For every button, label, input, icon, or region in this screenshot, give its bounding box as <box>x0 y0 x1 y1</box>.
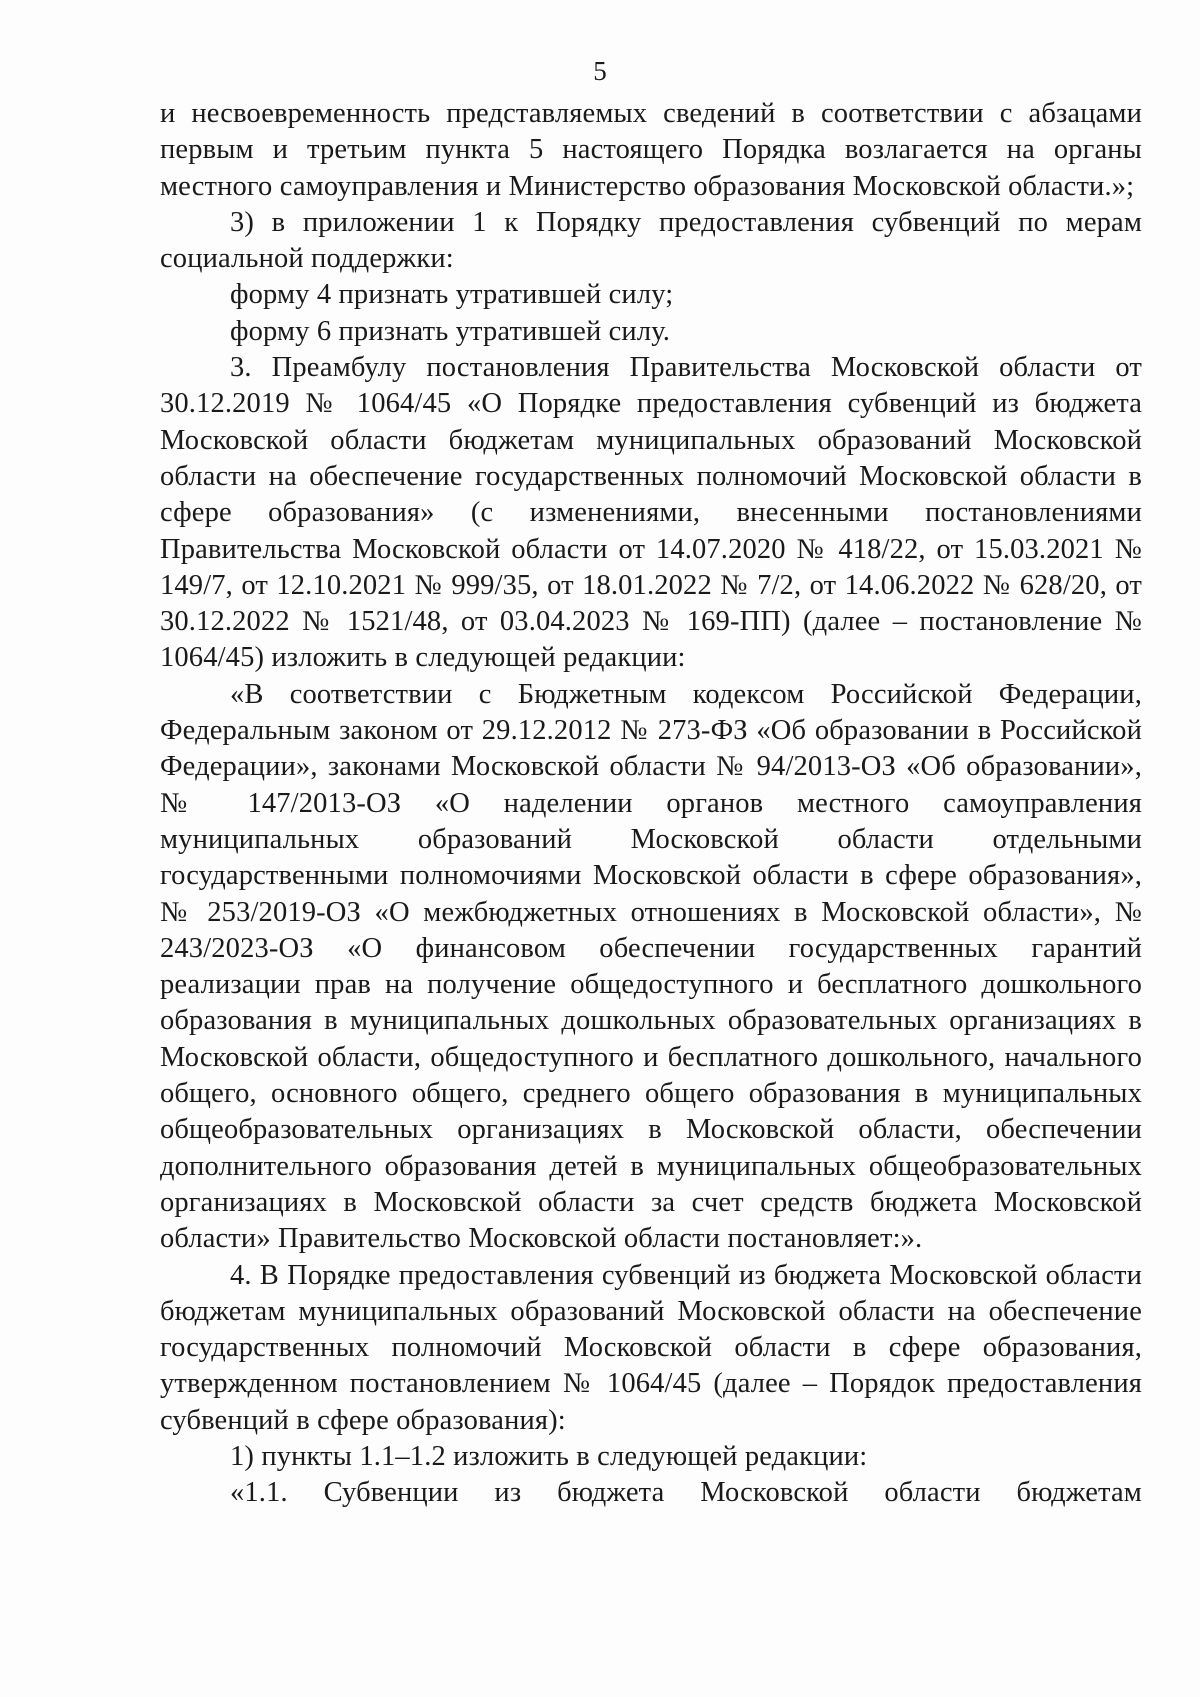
page-number: 5 <box>593 56 607 86</box>
paragraph-subitem-1: 1) пункты 1.1–1.2 изложить в следующей редакции: <box>230 1440 868 1472</box>
paragraph-continuation: и несвоевременность представляемых сведений в соответствии с абзацами первым и третьим пункта 5 настоящего Порядка возлагается на органы местного самоуправления и Министерство образования Московской области.»; <box>160 98 1142 202</box>
paragraph-section-4: 4. В Порядке предоставления субвенций из бюджета Московской области бюджетам муниципальных образований Московской области на обеспечение государственных полномочий Московской области в сфере образования, утвержденном постановлением № 1064/45 (далее – Порядок предоставления субвенций в сфере образования): <box>160 1259 1142 1436</box>
document-body <box>160 96 1142 1512</box>
paragraph-item-3: 3) в приложении 1 к Порядку предоставления субвенций по мерам социальной поддержки: <box>160 206 1142 275</box>
paragraph-form-6: форму 6 признать утратившей силу. <box>230 315 671 347</box>
paragraph-clause-1-1: «1.1. Субвенции из бюджета Московской области бюджетам <box>230 1477 1142 1509</box>
paragraph-form-4: форму 4 признать утратившей силу; <box>230 279 674 311</box>
paragraph-preamble-quote: «В соответствии с Бюджетным кодексом Российской Федерации, Федеральным законом от 29.12.2012 № 273-ФЗ «Об образовании в Российской Федерации», законами Московской области № 94/2013-ОЗ «Об образовании», № 147/2013-ОЗ «О наделении органов местного самоуправления муниципальных образований Московской области отдельными государственными полномочиями Московской области в сфере образования», № 253/2019-ОЗ «О межбюджетных отношениях в Московской области», № 243/2023-ОЗ «О финансовом обеспечении государственных гарантий реализации прав на получение общедоступного и бесплатного дошкольного образования в муниципальных дошкольных образовательных организациях в Московской области, общедоступного и бесплатного дошкольного, начального общего, основного общего, среднего общего образования в муниципальных общеобразовательных организациях в Московской области, обеспечении дополнительного образования детей в муниципальных общеобразовательных организациях в Московской области за счет средств бюджета Московской области» Правительство Московской области постановляет:». <box>160 678 1142 1255</box>
paragraph-section-3: 3. Преамбулу постановления Правительства Московской области от 30.12.2019 № 1064/45 «О Порядке предоставления субвенций из бюджета Московской области бюджетам муниципальных образований Московской области на обеспечение государственных полномочий Московской области в сфере образования» (с изменениями, внесенными постановлениями Правительства Московской области от 14.07.2020 № 418/22, от 15.03.2021 № 149/7, от 12.10.2021 № 999/35, от 18.01.2022 № 7/2, от 14.06.2022 № 628/20, от 30.12.2022 № 1521/48, от 03.04.2023 № 169-ПП) (далее – постановление № 1064/45) изложить в следующей редакции: <box>160 352 1142 674</box>
